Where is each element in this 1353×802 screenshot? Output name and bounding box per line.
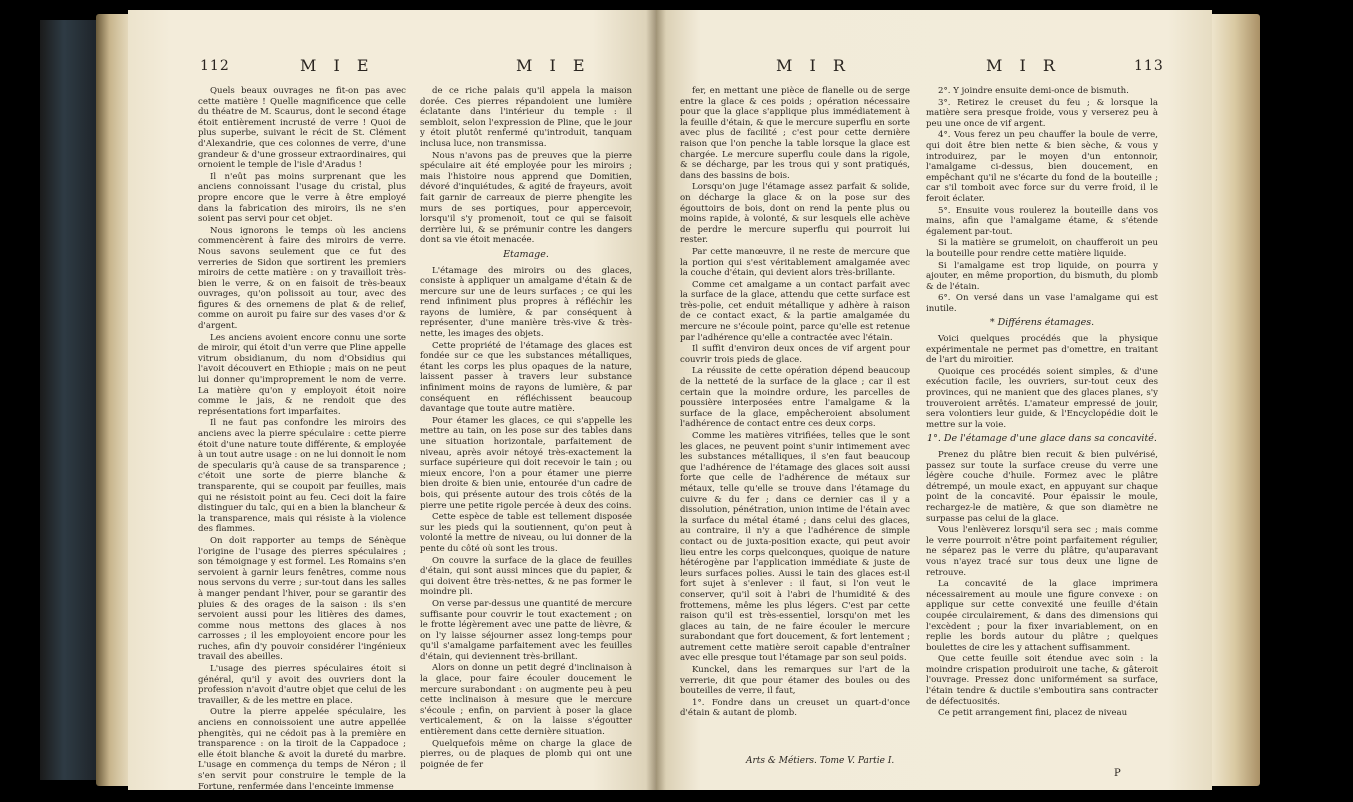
section-heading: * Différens étamages. — [989, 317, 1095, 329]
paragraph: Lorsqu'on juge l'étamage assez parfait & solide, on décharge la glace & on la pose sur des égouttoirs de bois, dont on rend la pente plus ou moins rapide, à volonté, & sur lesquels elle achève de perdre le mercure superflu qui pourroit lui rester. — [680, 182, 910, 246]
paragraph: Ce petit arrangement fini, placez de niveau — [938, 708, 1128, 719]
right-page — [656, 10, 1212, 790]
paragraph: Voici quelques procédés que la physique expérimentale ne permet pas d'omettre, en traitant de l'art du miroitier. — [926, 334, 1158, 366]
left-page — [128, 10, 656, 790]
paragraph: 6°. On versé dans un vase l'amalgame qui est inutile. — [926, 293, 1158, 314]
paragraph: Par cette manœuvre, il ne reste de mercure que la portion qui s'est véritablement amalgamée avec la couche d'étain, qui devient alors très-brillante. — [680, 246, 910, 279]
paragraph: 2°. Y joindre ensuite demi-once de bismuth. — [938, 86, 1129, 96]
right-column-1 — [680, 86, 910, 750]
paragraph: Kunckel, dans les remarques sur l'art de la verrerie, dit que pour étamer des boules ou des bouteilles de verre, il faut, — [680, 665, 910, 697]
paragraph: 1°. Fondre dans un creuset un quart-d'once d'étain & autant de plomb. — [680, 697, 910, 719]
right-page-edges — [1210, 14, 1260, 786]
right-column-2 — [926, 86, 1158, 762]
paragraph: Nous n'avons pas de preuves que la pierre spéculaire ait été employée pour les miroirs ; mais l'histoire nous apprend que Domitien, dévoré d'inquiétudes, & agité de frayeurs, avoit fait garnir de carreaux de pierre phengite les murs de ses portiques, pour appercevoir, lorsqu'il s'y promenoit, tout ce qui se faisoit derrière lui, & se prémunir contre les dangers dont sa vie étoit menacée. — [420, 150, 632, 246]
paragraph: Prenez du plâtre bien recuit & bien pulvérisé, passez sur toute la surface creuse du verre une légère couche d'huile. Formez avec le plâtre détrempé, un moule exact, en appuyant sur chaque point de la concavité. Pour épaissir le moule, rechargez-le de matière, & que son diamètre ne surpasse pas celui de la glace. — [926, 450, 1158, 524]
paragraph: Outre la pierre appelée spéculaire, les anciens en connoissoient une autre appellée phengitès, qui ne cédoit pas à la première en transparence : on la tiroit de la Cappadoce ; elle étoit blanche & avoit la dureté du marbre. L'usage en commença du temps de Néron ; il s'en servit pour construire le temple de la Fortune, renfermée dans l'enceinte immense — [198, 707, 406, 792]
paragraph: Si l'amalgame est trop liquide, on pourra y ajouter, en même proportion, du bismuth, du plomb & de l'étain. — [926, 260, 1158, 292]
paragraph: L'usage des pierres spéculaires étoit si général, qu'il y avoit des ouvriers dont la profession n'avoit d'autre objet que celui de les travailler, & de les mettre en place. — [198, 664, 406, 706]
subsection-heading: 1°. De l'étamage d'une glace dans sa concavité. — [927, 433, 1157, 445]
paragraph: Quelquefois même on charge la glace de pierres, ou de plaques de plomb qui ont une poignée de fer — [420, 738, 632, 770]
paragraph: On doit rapporter au temps de Sénèque l'origine de l'usage des pierres spéculaires ; son témoignage y est formel. Les Romains s'en servoient à garnir leurs fenêtres, comme nous nous servons du verre ; sur-tout dans les salles à manger pendant l'hiver, pour se garantir des pluies & des orages de la saison : ils s'en servoient aussi pour les litières des dames, comme nous mettons des glaces à nos carrosses ; il les employoient encore pour les ruches, afin d'y pouvoir considérer l'ingénieux travail des abeilles. — [198, 535, 406, 663]
paragraph: 3°. Retirez le creuset du feu ; & lorsque la matière sera presque froide, vous y verserez peu à peu une once de vif argent. — [926, 97, 1158, 129]
left-page-edges — [96, 14, 130, 786]
left-running-head: M I E — [300, 56, 375, 75]
paragraph: Cette propriété de l'étamage des glaces est fondée sur ce que les substances métalliques, étant les corps les plus opaques de la nature, laissent passer à travers leur substance infiniment moins de rayons de lumière, & par conséquent en réfléchissent beaucoup davantage que toute autre matière. — [420, 340, 632, 415]
paragraph: Il suffit d'environ deux onces de vif argent pour couvrir trois pieds de glace. — [680, 344, 910, 365]
paragraph: On verse par-dessus une quantité de mercure suffisante pour couvrir le tout exactement ; on le frotte légèrement avec une patte de lièvre, & on l'y laisse séjourner assez long-temps pour qu'il s'amalgame parfaitement avec les feuilles d'étain, qui deviennent très-brillant. — [420, 598, 632, 662]
book-gutter — [646, 10, 666, 790]
paragraph: Cette espèce de table est tellement disposée sur les pieds qui la soutiennent, qu'on peut à volonté la mettre de niveau, ou lui donner de la pente du côté où sont les trous. — [420, 512, 632, 554]
gathering-signature: P — [1114, 768, 1121, 779]
paragraph: La réussite de cette opération dépend beaucoup de la netteté de la surface de la glace ; car il est certain que la moindre ordure, les parcelles de poussière interposées entre l'amalgame & la surface de la glace, empêcheroient absolument l'adhérence de contact entre ces deux corps. — [680, 366, 910, 430]
paragraph: Quoique ces procédés soient simples, & d'une exécution facile, les ouvriers, sur-tout ceux des provinces, qui ne manient que des glaces planes, s'y trouveroient arrêtés. L'amateur empressé de jouir, sera volontiers leur guide, & l'Encyclopédie doit le mettre sur la voie. — [926, 366, 1158, 430]
left-page-number: 112 — [200, 58, 230, 74]
paragraph: Pour étamer les glaces, ce qui s'appelle les mettre au tain, on les pose sur des tables dans une situation horizontale, parfaitement de niveau, après avoir nétoyé très-exactement la surface supérieure qui doit recevoir le tain ; ou mieux encore, l'on a pour étamer une pierre bien droite & bien unie, entourée d'un cadre de bois, qui présente autour des trois côtés de la pierre une petite rigole percée à deux des coins. — [420, 415, 632, 511]
footer-volume: Arts & Métiers. Tome V. Partie I. — [746, 756, 895, 766]
left-column-1 — [198, 86, 406, 792]
paragraph: Alors on donne un petit degré d'inclinaison à la glace, pour faire écouler doucement le mercure surabondant : on augmente peu à peu cette inclinaison à mesure que le mercure s'écoule ; enfin, on parvient à poser la glace verticalement, & on la laisse s'égoutter entièrement dans cette dernière situation. — [420, 663, 632, 738]
paragraph: Il n'eût pas moins surprenant que les anciens connoissant l'usage du cristal, plus propre encore que le verre à être employé dans la fabrication des miroirs, ils ne s'en soient pas servi pour cet objet. — [198, 171, 406, 225]
paragraph: Nous ignorons le temps où les anciens commencèrent à faire des miroirs de verre. Nous savons seulement que ce fut des verreries de Sidon que sortirent les premiers miroirs de cette matière : on y travailloit très-bien le verre, & on en faisoit de très-beaux ouvrages, qu'on polissoit au tour, avec des figures & des ornemens de plat & de relief, comme on auroit pu faire sur des vases d'or & d'argent. — [198, 225, 406, 332]
paragraph: On couvre la surface de la glace de feuilles d'étain, qui sont aussi minces que du papier, & qui doivent être très-nettes, & ne pas former le moindre pli. — [420, 555, 632, 598]
left-column-2 — [420, 86, 632, 780]
paragraph: Les anciens avoient encore connu une sorte de miroir, qui étoit d'un verre que Pline appelle vitrum obsidianum, du nom d'Obsidius qui l'avoit découvert en Ethiopie ; mais on ne peut lui donner qu'improprement le nom de verre. La matière qu'on y employoit étoit noire comme le jais, & ne rendoit que des représentations fort imparfaites. — [198, 332, 406, 417]
paragraph: Comme les matières vitrifiées, telles que le sont les glaces, ne peuvent point s'unir intimement avec les substances métalliques, il s'en faut beaucoup que l'adhérence de l'étamage des glaces soit aussi forte que celle de l'adhérence de métaux sur métaux, telle qu'elle se trouve dans l'étamage du cuivre & du fer ; dans ce dernier cas il y a dissolution, pénétration, union intime de l'étain avec la surface du métal étamé ; dans celui des glaces, au contraire, il n'y a que l'adhérence de simple contact ou de juxta-position exacte, qui peut avoir lieu entre les corps quelconques, quoique de nature hétérogène par l'application immédiate & juste de leurs surfaces polies. Aussi le tain des glaces est-il fort sujet à s'enlever : il faut, si l'on veut le conserver, qu'il soit à l'abri de l'humidité & des frottemens, même les plus légers. C'est par cette raison qu'il est très-essentiel, lorsqu'on met les glaces au tain, de ne faire écouler le mercure surabondant que fort doucement, & fort lentement ; autrement cette matière seroit capable d'entraîner avec elle presque tout l'étamage par son seul poids. — [680, 431, 910, 664]
paragraph: de ce riche palais qu'il appela la maison dorée. Ces pierres répandoient une lumière éclatante dans l'intérieur du temple : il sembloit, selon l'expression de Pline, que le jour y étoit plutôt renfermé qu'introduit, tanquam inclusa luce, non transmissa. — [420, 86, 632, 149]
left-running-head-2: M I E — [516, 56, 591, 75]
paragraph: 5°. Ensuite vous roulerez la bouteille dans vos mains, afin que l'amalgame étame, & s'étende également par-tout. — [926, 205, 1158, 237]
book-spine — [40, 20, 100, 780]
right-running-head-2: M I R — [986, 56, 1061, 75]
section-heading: Etamage. — [503, 248, 549, 260]
paragraph: Comme cet amalgame a un contact parfait avec la surface de la glace, attendu que cette surface est très-polie, cet enduit métallique y adhère à raison de ce contact exact, & la partie amalgamée du mercure ne s'écoule point, parce qu'elle est retenue par l'adhérence qu'elle a contractée avec l'étain. — [680, 279, 910, 343]
right-running-head: M I R — [776, 56, 851, 75]
paragraph: fer, en mettant une pièce de flanelle ou de serge entre la glace & ces poids ; opération nécessaire pour que la glace s'applique plus immédiatement à la feuille d'étain, & que le mercure superflu en sorte avec plus de facilité ; c'est pour cette dernière raison que l'on penche la table lorsque la glace est chargée. Le mercure superflu coule dans la rigole, & se décharge, par les trous qui y sont pratiqués, dans des bassins de bois. — [680, 86, 910, 181]
paragraph: Il ne faut pas confondre les miroirs des anciens avec la pierre spéculaire : cette pierre étoit d'une nature toute différente, & employée à un tout autre usage : on ne lui donnoit le nom de specularis qu'à cause de sa transparence ; c'étoit une sorte de pierre blanche & transparente, qui se coupoit par feuilles, mais qui ne résistoit point au feu. Ceci doit la faire distinguer du talc, qui en a bien la blancheur & la transparence, mais qui résiste à la violence des flammes. — [198, 418, 406, 535]
paragraph: Quels beaux ouvrages ne fit-on pas avec cette matière ! Quelle magnificence que celle du théatre de M. Scaurus, dont le second étage étoit entièrement incrusté de verre ! Quoi de plus superbe, suivant le récit de St. Clément d'Alexandrie, que ces colonnes de verre, d'une grandeur & d'une grosseur extraordinaires, qui ornoient le temple de l'isle d'Aradus ! — [198, 86, 406, 171]
paragraph: 4°. Vous ferez un peu chauffer la boule de verre, qui doit être bien nette & bien sèche, & vous y introduirez, par le moyen d'un entonnoir, l'amalgame ci-dessus, bien doucement, en empêchant qu'il ne s'écarte du fond de la bouteille ; car s'il tomboit avec force sur du verre froid, il le feroit éclater. — [926, 130, 1158, 204]
paragraph: Vous l'enlèverez lorsqu'il sera sec ; mais comme le verre pourroit n'être point parfaitement régulier, ne séparez pas le verre du plâtre, qu'auparavant vous n'ayez tracé sur tous deux une ligne de retrouve. — [926, 525, 1158, 578]
paragraph: Que cette feuille soit étendue avec soin : la moindre crispation produiroit une tache, & gâteroit l'ouvrage. Pressez donc uniformément sa surface, l'étain tendre & ductile s'emboutira sans contracter de défectuosités. — [926, 654, 1158, 707]
paragraph: L'étamage des miroirs ou des glaces, consiste à appliquer un amalgame d'étain & de mercure sur une de leurs surfaces ; ce qui les rend infiniment plus propres à réfléchir les rayons de lumière, & par conséquent à représenter, d'une manière très-vive & très-nette, les images des objets. — [420, 265, 632, 340]
right-page-number: 113 — [1134, 58, 1164, 74]
paragraph: La concavité de la glace imprimera nécessairement au moule une figure convexe : on applique sur cette convexité une feuille d'étain coupée circulairement, & dans des dimensions qui l'excèdent ; pour la fixer invariablement, on en replie les bords autour du plâtre ; quelques boulettes de cire les y attachent suffisamment. — [926, 579, 1158, 653]
paragraph: Si la matière se grumeloit, on chaufferoit un peu la bouteille pour rendre cette matière liquide. — [926, 238, 1158, 259]
